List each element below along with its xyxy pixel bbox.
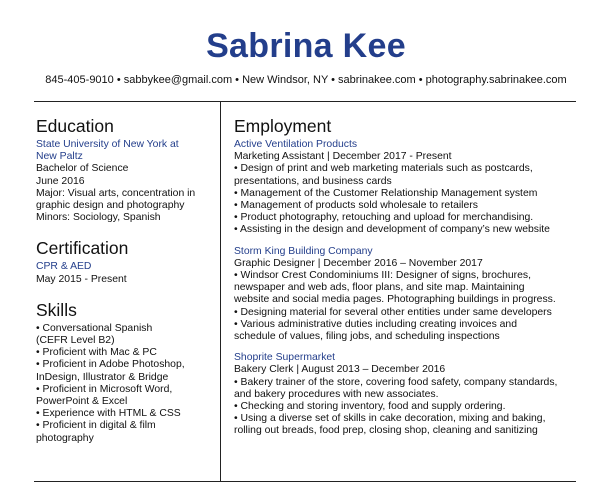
contact-line: 845-405-9010 • sabbykee@gmail.com • New Windsor, NY • sabrinakee.com • photography.sabrinakee.com bbox=[45, 74, 567, 86]
left-column bbox=[36, 116, 216, 445]
job-duty-line: • Using a diverse set of skills in cake decoration, mixing and baking, bbox=[234, 413, 546, 425]
education-detail: Bachelor of Science bbox=[36, 163, 129, 175]
company-name: Storm King Building Company bbox=[234, 245, 373, 257]
education-section bbox=[36, 116, 216, 224]
skill-line: • Proficient in Adobe Photoshop, bbox=[36, 359, 185, 371]
job-duty-line: presentations, and business cards bbox=[234, 175, 392, 187]
job-role: Marketing Assistant | December 2017 - Present bbox=[234, 151, 452, 163]
job-duty-line: • Various administrative duties including creating invoices and bbox=[234, 318, 517, 330]
employment-heading: Employment bbox=[234, 116, 332, 136]
education-detail: June 2016 bbox=[36, 175, 85, 187]
job-duty-line: rolling out breads, food prep, closing shop, cleaning and sanitizing bbox=[234, 425, 538, 437]
skill-line: • Conversational Spanish bbox=[36, 322, 153, 334]
employment-column bbox=[234, 116, 579, 438]
school-name-line: State University of New York at bbox=[36, 139, 179, 150]
job-duty-line: newspaper and web ads, floor plans, and site map. Maintaining bbox=[234, 282, 525, 294]
skill-line: photography bbox=[36, 432, 94, 444]
job-duty-line: • Bakery trainer of the store, covering food safety, company standards, bbox=[234, 376, 558, 388]
job-entry bbox=[234, 246, 579, 344]
job-duty-line: • Windsor Crest Condominiums III: Designer of signs, brochures, bbox=[234, 270, 531, 282]
skill-line: InDesign, Illustrator & Bridge bbox=[36, 371, 169, 383]
education-detail: graphic design and photography bbox=[36, 200, 185, 212]
job-duty-line: • Management of products sold wholesale to retailers bbox=[234, 200, 478, 212]
certification-dates: May 2015 - Present bbox=[36, 273, 127, 285]
school-name-line: New Paltz bbox=[36, 151, 83, 163]
job-entry bbox=[234, 352, 579, 437]
skill-line: (CEFR Level B2) bbox=[36, 335, 115, 347]
skills-heading: Skills bbox=[36, 299, 77, 320]
bottom-divider bbox=[34, 481, 576, 482]
education-detail: Minors: Sociology, Spanish bbox=[36, 212, 161, 224]
job-role: Graphic Designer | December 2016 – November 2017 bbox=[234, 257, 483, 269]
job-duty-line: • Product photography, retouching and upload for merchandising. bbox=[234, 212, 534, 224]
job-duty-line: • Checking and storing inventory, food and supply ordering. bbox=[234, 401, 506, 413]
certification-heading: Certification bbox=[36, 238, 129, 259]
skill-line: PowerPoint & Excel bbox=[36, 396, 128, 408]
skill-line: • Proficient with Mac & PC bbox=[36, 347, 157, 359]
company-name: Active Ventilation Products bbox=[234, 139, 358, 150]
skill-line: • Proficient in Microsoft Word, bbox=[36, 383, 173, 395]
resume-name: Sabrina Kee bbox=[206, 27, 406, 65]
job-duty-line: • Designing material for several other entities under same developers bbox=[234, 306, 552, 318]
job-duty-line: • Design of print and web marketing materials such as postcards, bbox=[234, 163, 533, 175]
job-duty-line: schedule of values, filing jobs, and scheduling inspections bbox=[234, 331, 500, 343]
education-detail: Major: Visual arts, concentration in bbox=[36, 187, 196, 199]
job-role: Bakery Clerk | August 2013 – December 2016 bbox=[234, 364, 446, 376]
company-name: Shoprite Supermarket bbox=[234, 352, 336, 364]
job-duty-line: and bakery procedures with new associates. bbox=[234, 388, 439, 400]
job-duty-line: website and social media pages. Photographing buildings in progress. bbox=[234, 294, 556, 306]
certification-section bbox=[36, 238, 216, 285]
job-entry bbox=[234, 139, 579, 237]
skill-line: • Proficient in digital & film bbox=[36, 420, 156, 432]
skills-section bbox=[36, 300, 216, 445]
job-duty-line: • Assisting in the design and development of company’s new website bbox=[234, 224, 550, 236]
skill-line: • Experience with HTML & CSS bbox=[36, 408, 181, 420]
certification-name: CPR & AED bbox=[36, 261, 92, 273]
education-heading: Education bbox=[36, 116, 114, 136]
column-divider bbox=[220, 101, 221, 481]
top-divider bbox=[34, 101, 576, 102]
job-duty-line: • Management of the Customer Relationship Management system bbox=[234, 187, 538, 199]
